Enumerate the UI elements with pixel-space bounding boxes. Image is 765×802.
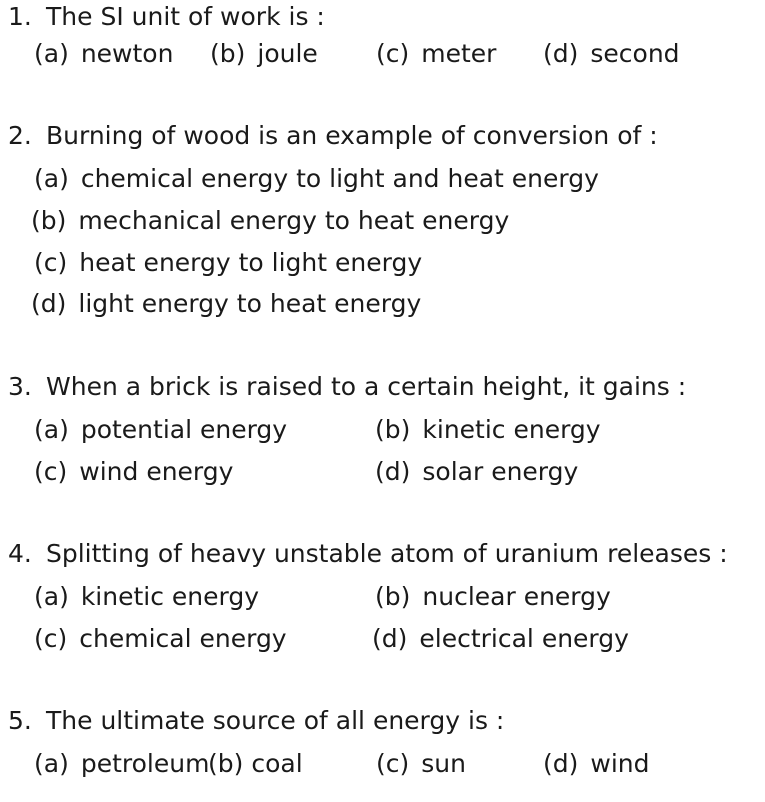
question-stem bbox=[8, 1, 325, 33]
option-text: electrical energy bbox=[419, 624, 629, 653]
option-text: meter bbox=[421, 39, 497, 68]
question-text: Splitting of heavy unstable atom of uranium releases : bbox=[46, 539, 728, 568]
option-b bbox=[31, 205, 509, 237]
option-label: (a) bbox=[34, 749, 69, 778]
option-text: light energy to heat energy bbox=[78, 289, 422, 318]
option-text: coal bbox=[251, 749, 303, 778]
option-a bbox=[34, 38, 173, 70]
question-number: 4. bbox=[8, 539, 32, 568]
question-number: 3. bbox=[8, 372, 32, 401]
option-label: (b) bbox=[208, 749, 244, 778]
option-label: (c) bbox=[376, 749, 410, 778]
option-label: (d) bbox=[372, 624, 408, 653]
option-d bbox=[31, 288, 421, 320]
option-text: sun bbox=[421, 749, 466, 778]
option-a bbox=[34, 581, 259, 613]
option-text: mechanical energy to heat energy bbox=[78, 206, 510, 235]
option-d bbox=[375, 456, 578, 488]
option-b bbox=[375, 414, 601, 446]
option-d bbox=[543, 748, 650, 780]
option-text: chemical energy to light and heat energy bbox=[80, 164, 599, 193]
option-label: (c) bbox=[34, 624, 68, 653]
option-b bbox=[208, 748, 303, 780]
option-c bbox=[34, 456, 233, 488]
option-text: wind energy bbox=[79, 457, 234, 486]
option-label: (a) bbox=[34, 39, 69, 68]
option-text: chemical energy bbox=[79, 624, 287, 653]
option-c bbox=[376, 38, 496, 70]
question-text: Burning of wood is an example of conversion of : bbox=[46, 121, 658, 150]
option-c bbox=[34, 623, 287, 655]
question-stem bbox=[8, 120, 658, 152]
question-text: When a brick is raised to a certain height, it gains : bbox=[46, 372, 687, 401]
question-stem bbox=[8, 705, 504, 737]
option-text: newton bbox=[80, 39, 174, 68]
option-b bbox=[210, 38, 318, 70]
option-text: wind bbox=[590, 749, 650, 778]
option-c bbox=[34, 247, 422, 279]
option-text: joule bbox=[257, 39, 318, 68]
option-d bbox=[543, 38, 680, 70]
option-text: petroleum bbox=[80, 749, 210, 778]
option-a bbox=[34, 414, 287, 446]
option-label: (d) bbox=[375, 457, 411, 486]
option-label: (b) bbox=[375, 415, 411, 444]
option-label: (b) bbox=[210, 39, 246, 68]
option-text: nuclear energy bbox=[422, 582, 611, 611]
option-text: kinetic energy bbox=[422, 415, 601, 444]
option-text: second bbox=[590, 39, 680, 68]
question-text: The SI unit of work is : bbox=[46, 2, 325, 31]
option-label: (b) bbox=[375, 582, 411, 611]
option-label: (c) bbox=[34, 457, 68, 486]
question-stem bbox=[8, 371, 686, 403]
option-d bbox=[372, 623, 629, 655]
option-label: (a) bbox=[34, 582, 69, 611]
option-label: (c) bbox=[34, 248, 68, 277]
option-label: (c) bbox=[376, 39, 410, 68]
option-text: heat energy to light energy bbox=[79, 248, 423, 277]
option-text: kinetic energy bbox=[80, 582, 260, 611]
option-label: (b) bbox=[31, 206, 67, 235]
question-stem bbox=[8, 538, 728, 570]
option-text: potential energy bbox=[80, 415, 288, 444]
question-text: The ultimate source of all energy is : bbox=[46, 706, 505, 735]
option-label: (a) bbox=[34, 415, 69, 444]
question-number: 2. bbox=[8, 121, 32, 150]
option-text: solar energy bbox=[422, 457, 579, 486]
option-label: (d) bbox=[31, 289, 67, 318]
question-number: 1. bbox=[8, 2, 32, 31]
option-a bbox=[34, 748, 209, 780]
option-b bbox=[375, 581, 611, 613]
option-label: (d) bbox=[543, 749, 579, 778]
option-label: (d) bbox=[543, 39, 579, 68]
option-a bbox=[34, 163, 599, 195]
question-number: 5. bbox=[8, 706, 32, 735]
option-label: (a) bbox=[34, 164, 69, 193]
option-c bbox=[376, 748, 466, 780]
